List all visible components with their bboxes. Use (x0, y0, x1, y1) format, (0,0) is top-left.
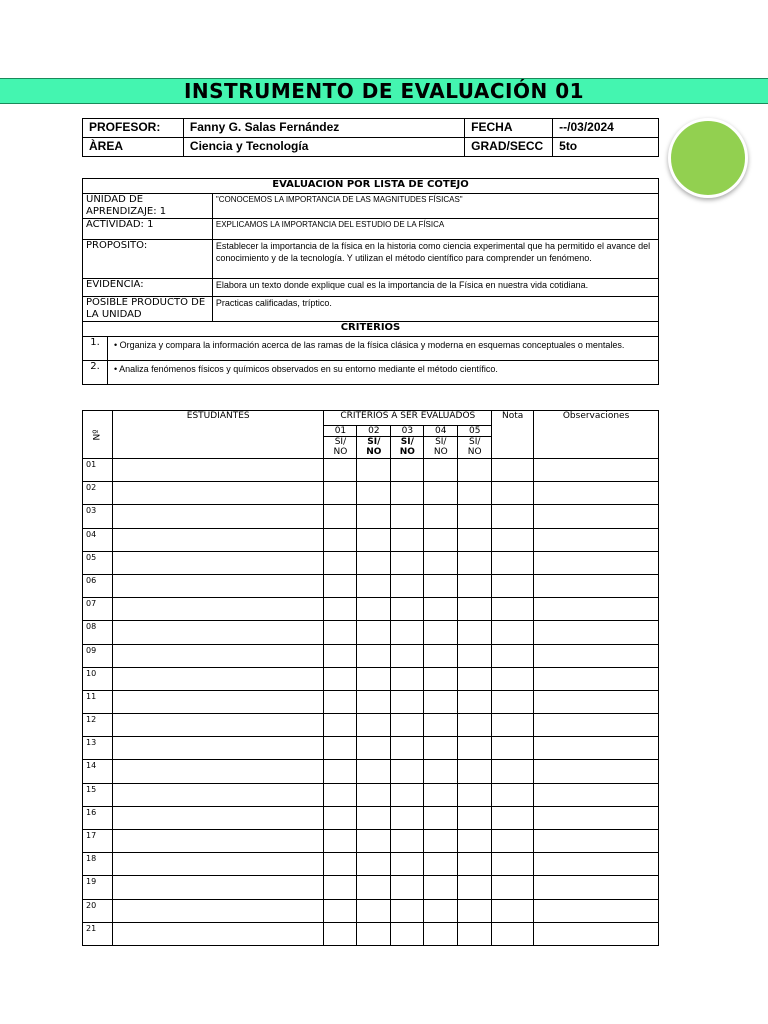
nota-cell[interactable] (492, 482, 534, 505)
observaciones-cell[interactable] (534, 528, 659, 551)
criterio-2-cell[interactable] (357, 714, 391, 737)
observaciones-cell[interactable] (534, 482, 659, 505)
producto-value: Practicas calificadas, tríptico. (212, 297, 658, 322)
table-row (83, 644, 659, 667)
evaluation-title: EVALUACION POR LISTA DE COTEJO (83, 179, 659, 194)
criterio-2-cell[interactable] (357, 505, 391, 528)
criterio-4-cell[interactable] (424, 574, 458, 597)
observaciones-cell[interactable] (534, 737, 659, 760)
criterio-4-cell[interactable] (424, 644, 458, 667)
criterio-5-cell[interactable] (458, 806, 492, 829)
unidad-value: "CONOCEMOS LA IMPORTANCIA DE LAS MAGNITUDES FÍSICAS" (212, 194, 658, 219)
student-name-cell[interactable] (112, 459, 323, 482)
student-name-cell[interactable] (112, 482, 323, 505)
nota-cell[interactable] (492, 644, 534, 667)
table-row (83, 783, 659, 806)
criterio-3-cell[interactable] (391, 598, 424, 621)
criterio-5-cell[interactable] (458, 760, 492, 783)
student-rows (83, 459, 659, 946)
criterio-4-cell[interactable] (424, 783, 458, 806)
evidencia-label: EVIDENCIA: (83, 279, 213, 297)
row-number: 12 (83, 714, 113, 737)
student-name-cell[interactable] (112, 899, 323, 922)
criterio-2-cell[interactable] (357, 899, 391, 922)
observaciones-cell[interactable] (534, 621, 659, 644)
table-row (83, 876, 659, 899)
table-row (83, 830, 659, 853)
criterio-1-cell[interactable] (324, 922, 357, 945)
observaciones-cell[interactable] (534, 853, 659, 876)
row-number: 08 (83, 621, 113, 644)
student-name-cell[interactable] (112, 551, 323, 574)
criterio-4-cell[interactable] (424, 853, 458, 876)
criterio-5-cell[interactable] (458, 505, 492, 528)
row-number: 09 (83, 644, 113, 667)
criterio-3-cell[interactable] (391, 644, 424, 667)
criterio-1-cell[interactable] (324, 482, 357, 505)
table-row (83, 574, 659, 597)
criterio-3-cell[interactable] (391, 783, 424, 806)
student-name-cell[interactable] (112, 922, 323, 945)
student-name-cell[interactable] (112, 667, 323, 690)
student-name-cell[interactable] (112, 598, 323, 621)
table-row (83, 505, 659, 528)
student-name-cell[interactable] (112, 853, 323, 876)
criterio-3-cell[interactable] (391, 876, 424, 899)
criterio-col-sino: SI/ NO (458, 437, 492, 459)
criterio-5-cell[interactable] (458, 551, 492, 574)
observaciones-cell[interactable] (534, 760, 659, 783)
table-row (83, 690, 659, 713)
criterio-5-cell[interactable] (458, 598, 492, 621)
criterio-4-cell[interactable] (424, 714, 458, 737)
criterio-col-number: 02 (357, 426, 391, 437)
observaciones-cell[interactable] (534, 505, 659, 528)
nota-cell[interactable] (492, 783, 534, 806)
fecha-value: --/03/2024 (553, 119, 659, 138)
nota-cell[interactable] (492, 667, 534, 690)
criterio-3-cell[interactable] (391, 853, 424, 876)
criterio-5-cell[interactable] (458, 922, 492, 945)
student-name-cell[interactable] (112, 574, 323, 597)
criterio-2-cell[interactable] (357, 459, 391, 482)
observaciones-cell[interactable] (534, 551, 659, 574)
nota-cell[interactable] (492, 899, 534, 922)
observaciones-cell[interactable] (534, 598, 659, 621)
row-number: 02 (83, 482, 113, 505)
criterio-5-cell[interactable] (458, 667, 492, 690)
criterio-number: 2. (83, 361, 108, 385)
observaciones-cell[interactable] (534, 690, 659, 713)
nota-cell[interactable] (492, 922, 534, 945)
student-name-cell[interactable] (112, 714, 323, 737)
criterio-2-cell[interactable] (357, 598, 391, 621)
criterio-5-cell[interactable] (458, 876, 492, 899)
row-number: 16 (83, 806, 113, 829)
table-row (83, 528, 659, 551)
criterio-2-cell[interactable] (357, 876, 391, 899)
table-row (83, 714, 659, 737)
student-name-cell[interactable] (112, 760, 323, 783)
criterio-5-cell[interactable] (458, 737, 492, 760)
criterio-2-cell[interactable] (357, 551, 391, 574)
nota-cell[interactable] (492, 760, 534, 783)
observaciones-cell[interactable] (534, 667, 659, 690)
criterio-4-cell[interactable] (424, 528, 458, 551)
criterio-3-cell[interactable] (391, 551, 424, 574)
criterio-2-cell[interactable] (357, 806, 391, 829)
criterio-4-cell[interactable] (424, 876, 458, 899)
table-row (83, 737, 659, 760)
area-label: ÀREA (83, 138, 184, 157)
observaciones-cell[interactable] (534, 830, 659, 853)
student-name-cell[interactable] (112, 783, 323, 806)
criterio-2-cell[interactable] (357, 760, 391, 783)
criterio-1-cell[interactable] (324, 714, 357, 737)
criterio-col-sino: SI/ NO (391, 437, 424, 459)
criterio-4-cell[interactable] (424, 737, 458, 760)
criterio-2-cell[interactable] (357, 482, 391, 505)
nota-cell[interactable] (492, 737, 534, 760)
criterio-2-cell[interactable] (357, 528, 391, 551)
criterio-3-cell[interactable] (391, 528, 424, 551)
criterio-2-cell[interactable] (357, 621, 391, 644)
num-header-text: Nº (92, 429, 103, 440)
criterio-1-cell[interactable] (324, 598, 357, 621)
evaluation-table (82, 178, 659, 385)
nota-cell[interactable] (492, 505, 534, 528)
criterio-3-cell[interactable] (391, 505, 424, 528)
criterio-2-cell[interactable] (357, 644, 391, 667)
row-number: 01 (83, 459, 113, 482)
student-checklist-table (82, 410, 659, 946)
student-name-cell[interactable] (112, 806, 323, 829)
row-number: 03 (83, 505, 113, 528)
criterio-5-cell[interactable] (458, 644, 492, 667)
table-row (83, 853, 659, 876)
criterio-2-cell[interactable] (357, 830, 391, 853)
criterio-4-cell[interactable] (424, 806, 458, 829)
criterio-1-cell[interactable] (324, 551, 357, 574)
row-number: 15 (83, 783, 113, 806)
criterio-2-cell[interactable] (357, 574, 391, 597)
criterio-1-cell[interactable] (324, 783, 357, 806)
criterio-5-cell[interactable] (458, 899, 492, 922)
criterio-4-cell[interactable] (424, 899, 458, 922)
row-number: 07 (83, 598, 113, 621)
criterio-1-cell[interactable] (324, 806, 357, 829)
row-number: 21 (83, 922, 113, 945)
table-row (83, 922, 659, 945)
proposito-label: PROPOSITO: (83, 240, 213, 279)
row-number: 20 (83, 899, 113, 922)
criterio-5-cell[interactable] (458, 853, 492, 876)
actividad-label: ACTIVIDAD: 1 (83, 219, 213, 240)
student-name-cell[interactable] (112, 528, 323, 551)
criterio-1-cell[interactable] (324, 505, 357, 528)
criterio-2-cell[interactable] (357, 922, 391, 945)
criterio-3-cell[interactable] (391, 459, 424, 482)
nota-cell[interactable] (492, 806, 534, 829)
student-name-cell[interactable] (112, 876, 323, 899)
observaciones-cell[interactable] (534, 806, 659, 829)
criterio-text: • Analiza fenómenos físicos y químicos observados en su entorno mediante el método científico. (107, 361, 658, 385)
criterio-2-cell[interactable] (357, 853, 391, 876)
student-name-cell[interactable] (112, 690, 323, 713)
row-number: 11 (83, 690, 113, 713)
observaciones-header: Observaciones (534, 411, 659, 459)
decorative-circle (668, 118, 748, 198)
criterio-4-cell[interactable] (424, 459, 458, 482)
nota-cell[interactable] (492, 853, 534, 876)
criterio-number: 1. (83, 337, 108, 361)
criterio-4-cell[interactable] (424, 922, 458, 945)
criterio-1-cell[interactable] (324, 876, 357, 899)
criterio-1-cell[interactable] (324, 528, 357, 551)
proposito-value: Establecer la importancia de la física en la historia como ciencia experimental que ha permitido el avance del conocimiento y de la tecnología. Y utilizan el método científico para comprender un fenómeno. (212, 240, 658, 279)
row-number: 17 (83, 830, 113, 853)
table-row (83, 806, 659, 829)
row-number: 05 (83, 551, 113, 574)
table-row (83, 598, 659, 621)
criterio-col-number: 04 (424, 426, 458, 437)
criterio-3-cell[interactable] (391, 482, 424, 505)
row-number: 18 (83, 853, 113, 876)
nota-cell[interactable] (492, 598, 534, 621)
fecha-label: FECHA (465, 119, 553, 138)
nota-cell[interactable] (492, 876, 534, 899)
criterio-5-cell[interactable] (458, 714, 492, 737)
criterio-1-cell[interactable] (324, 621, 357, 644)
criterio-5-cell[interactable] (458, 830, 492, 853)
criterio-1-cell[interactable] (324, 737, 357, 760)
criterio-col-sino: SI/ NO (357, 437, 391, 459)
unidad-label: UNIDAD DE APRENDIZAJE: 1 (83, 194, 213, 219)
criterio-4-cell[interactable] (424, 482, 458, 505)
criterio-3-cell[interactable] (391, 621, 424, 644)
criterio-5-cell[interactable] (458, 459, 492, 482)
nota-cell[interactable] (492, 574, 534, 597)
student-name-cell[interactable] (112, 505, 323, 528)
table-row (83, 551, 659, 574)
actividad-value: EXPLICAMOS LA IMPORTANCIA DEL ESTUDIO DE LA FÍSICA (212, 219, 658, 240)
criterio-3-cell[interactable] (391, 574, 424, 597)
table-row (83, 621, 659, 644)
criterios-title: CRITERIOS (83, 322, 659, 337)
criterio-3-cell[interactable] (391, 667, 424, 690)
criterio-4-cell[interactable] (424, 505, 458, 528)
criterio-4-cell[interactable] (424, 621, 458, 644)
criterio-4-cell[interactable] (424, 760, 458, 783)
row-number: 06 (83, 574, 113, 597)
criterio-3-cell[interactable] (391, 760, 424, 783)
criterio-4-cell[interactable] (424, 690, 458, 713)
criterio-3-cell[interactable] (391, 830, 424, 853)
area-value: Ciencia y Tecnología (183, 138, 464, 157)
student-name-cell[interactable] (112, 644, 323, 667)
nota-cell[interactable] (492, 621, 534, 644)
criterio-5-cell[interactable] (458, 621, 492, 644)
observaciones-cell[interactable] (534, 922, 659, 945)
page-title: INSTRUMENTO DE EVALUACIÓN 01 (0, 78, 768, 104)
observaciones-cell[interactable] (534, 644, 659, 667)
observaciones-cell[interactable] (534, 459, 659, 482)
criterio-2-cell[interactable] (357, 667, 391, 690)
table-row (83, 667, 659, 690)
criterio-5-cell[interactable] (458, 783, 492, 806)
evidencia-value: Elabora un texto donde explique cual es la importancia de la Física en nuestra vida cotidiana. (212, 279, 658, 297)
criterio-2-cell[interactable] (357, 690, 391, 713)
criterio-1-cell[interactable] (324, 760, 357, 783)
criterio-4-cell[interactable] (424, 830, 458, 853)
criterio-3-cell[interactable] (391, 714, 424, 737)
criterio-text: • Organiza y compara la información acerca de las ramas de la física clásica y moderna en esquemas conceptuales o mentales. (107, 337, 658, 361)
producto-label: POSIBLE PRODUCTO DE LA UNIDAD (83, 297, 213, 322)
criterio-1-cell[interactable] (324, 690, 357, 713)
criterio-1-cell[interactable] (324, 667, 357, 690)
table-row (83, 760, 659, 783)
criterio-1-cell[interactable] (324, 459, 357, 482)
row-number: 13 (83, 737, 113, 760)
grad-value: 5to (553, 138, 659, 157)
criterio-1-cell[interactable] (324, 644, 357, 667)
criterio-1-cell[interactable] (324, 830, 357, 853)
student-name-cell[interactable] (112, 830, 323, 853)
table-row (83, 482, 659, 505)
nota-cell[interactable] (492, 830, 534, 853)
table-row (83, 459, 659, 482)
row-number: 10 (83, 667, 113, 690)
row-number: 14 (83, 760, 113, 783)
grad-label: GRAD/SECC (465, 138, 553, 157)
criterio-5-cell[interactable] (458, 482, 492, 505)
nota-header: Nota (492, 411, 534, 459)
criterio-3-cell[interactable] (391, 899, 424, 922)
row-number: 19 (83, 876, 113, 899)
criterio-1-cell[interactable] (324, 574, 357, 597)
criterio-4-cell[interactable] (424, 598, 458, 621)
observaciones-cell[interactable] (534, 574, 659, 597)
num-header (83, 411, 113, 459)
nota-cell[interactable] (492, 528, 534, 551)
criterio-4-cell[interactable] (424, 667, 458, 690)
estudiantes-header: ESTUDIANTES (112, 411, 323, 459)
criterio-3-cell[interactable] (391, 737, 424, 760)
criterio-1-cell[interactable] (324, 899, 357, 922)
nota-cell[interactable] (492, 551, 534, 574)
criterio-2-cell[interactable] (357, 737, 391, 760)
row-number: 04 (83, 528, 113, 551)
profesor-label: PROFESOR: (83, 119, 184, 138)
criterio-col-number: 03 (391, 426, 424, 437)
criterios-header: CRITERIOS A SER EVALUADOS (324, 411, 492, 426)
criterio-col-sino: SI/ NO (424, 437, 458, 459)
criterio-3-cell[interactable] (391, 922, 424, 945)
observaciones-cell[interactable] (534, 899, 659, 922)
criterio-2-cell[interactable] (357, 783, 391, 806)
nota-cell[interactable] (492, 690, 534, 713)
observaciones-cell[interactable] (534, 876, 659, 899)
observaciones-cell[interactable] (534, 783, 659, 806)
profesor-value: Fanny G. Salas Fernández (183, 119, 464, 138)
criterio-5-cell[interactable] (458, 528, 492, 551)
criterio-col-number: 05 (458, 426, 492, 437)
criterio-4-cell[interactable] (424, 551, 458, 574)
student-name-cell[interactable] (112, 621, 323, 644)
criterio-5-cell[interactable] (458, 574, 492, 597)
criterio-col-sino: SI/ NO (324, 437, 357, 459)
criterio-col-number: 01 (324, 426, 357, 437)
criterio-3-cell[interactable] (391, 690, 424, 713)
criterio-3-cell[interactable] (391, 806, 424, 829)
student-name-cell[interactable] (112, 737, 323, 760)
nota-cell[interactable] (492, 459, 534, 482)
observaciones-cell[interactable] (534, 714, 659, 737)
criterio-5-cell[interactable] (458, 690, 492, 713)
header-table (82, 118, 659, 157)
criterio-1-cell[interactable] (324, 853, 357, 876)
nota-cell[interactable] (492, 714, 534, 737)
table-row (83, 899, 659, 922)
